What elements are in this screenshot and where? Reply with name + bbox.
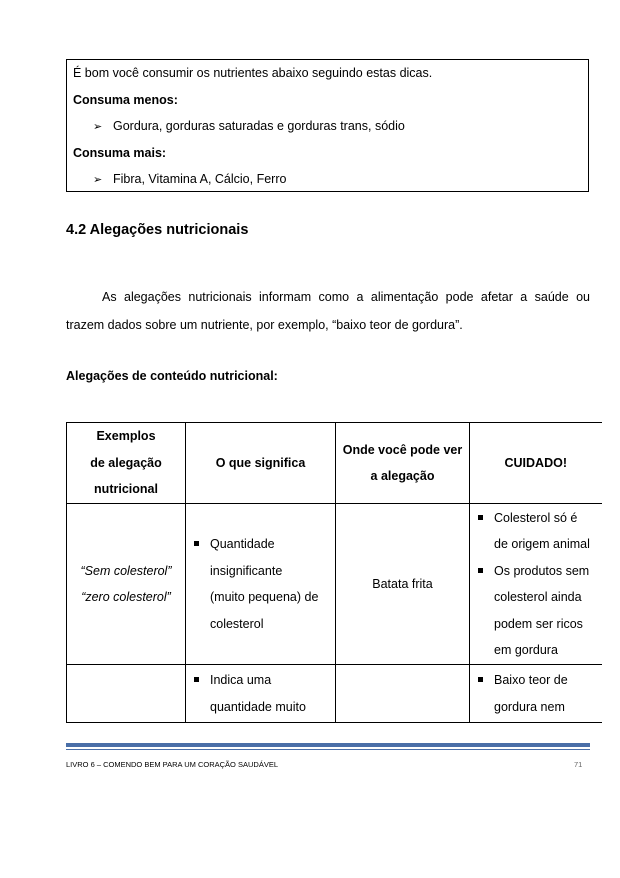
caution-line: gordura nem [494, 699, 565, 714]
caution-line: em gordura [494, 643, 558, 657]
where-cell-empty [336, 665, 470, 723]
meaning-line: insignificante [210, 563, 283, 578]
page-number: 71 [574, 760, 583, 769]
header-meaning: O que significa [186, 423, 336, 504]
claim-line1: “Sem colesterol” [80, 563, 172, 578]
list-item [192, 531, 329, 637]
caution-cell [470, 504, 602, 665]
meaning-line: (muito pequena) de [210, 590, 319, 604]
claim-line2: “zero colesterol” [81, 590, 171, 604]
header-where-line2: a alegação [370, 469, 435, 483]
caution-cell [470, 665, 602, 723]
meaning-cell [186, 665, 336, 723]
footer-rule-thick [66, 743, 590, 747]
meaning-line: colesterol [210, 616, 264, 631]
claim-cell [67, 504, 186, 665]
subheading: Alegações de conteúdo nutricional: [66, 369, 278, 383]
footer-rule-thin [66, 749, 590, 750]
table-row [67, 504, 602, 665]
section-title: 4.2 Alegações nutricionais [66, 222, 249, 238]
meaning-line: Quantidade [210, 537, 275, 551]
table-row [67, 665, 602, 723]
header-where [336, 423, 470, 504]
header-examples-line1: Exemplos [96, 429, 156, 444]
tips-box [66, 59, 589, 192]
header-caution: CUIDADO! [470, 423, 602, 504]
meaning-line: Indica uma [210, 673, 272, 687]
meaning-line: quantidade muito [210, 699, 306, 714]
list-item [192, 667, 329, 720]
where-cell: Batata frita [336, 504, 470, 665]
arrow-bullet-icon: ➢ [93, 121, 103, 133]
caution-line: de origem animal [494, 537, 590, 551]
claims-table [66, 422, 602, 723]
consume-less-heading: Consuma menos: [73, 92, 178, 107]
list-item [476, 558, 596, 664]
consume-more-heading: Consuma mais: [73, 145, 167, 160]
consume-more-text: Fibra, Vitamina A, Cálcio, Ferro [113, 172, 287, 186]
consume-more-item [73, 166, 582, 193]
header-examples [67, 423, 186, 504]
header-examples-line3: nutricional [94, 482, 158, 497]
header-examples-line2: de alegação [90, 455, 162, 470]
consume-less-text: Gordura, gorduras saturadas e gorduras trans, sódio [113, 119, 405, 133]
tips-intro: É bom você consumir os nutrientes abaixo seguindo estas dicas. [73, 66, 433, 80]
paragraph-line-2: trazem dados sobre um nutriente, por exemplo, “baixo teor de gordura”. [66, 318, 463, 332]
caution-line: Colesterol só é [494, 510, 578, 525]
consume-less-item [73, 113, 582, 140]
table-header-row [67, 423, 602, 504]
meaning-cell [186, 504, 336, 665]
header-where-line1: Onde você pode ver [342, 442, 463, 457]
caution-line: Os produtos sem [494, 563, 590, 578]
list-item [476, 667, 596, 720]
arrow-bullet-icon: ➢ [93, 174, 103, 186]
paragraph-line-1: As alegações nutricionais informam como a alimentação pode afetar a saúde ou [102, 290, 590, 304]
footer-book-title: LIVRO 6 – COMENDO BEM PARA UM CORAÇÃO SAUDÁVEL [66, 760, 278, 769]
claim-cell-empty [67, 665, 186, 723]
list-item [476, 505, 596, 558]
caution-line: Baixo teor de [494, 673, 568, 687]
caution-line: podem ser ricos [494, 616, 583, 631]
caution-line: colesterol ainda [494, 590, 582, 604]
